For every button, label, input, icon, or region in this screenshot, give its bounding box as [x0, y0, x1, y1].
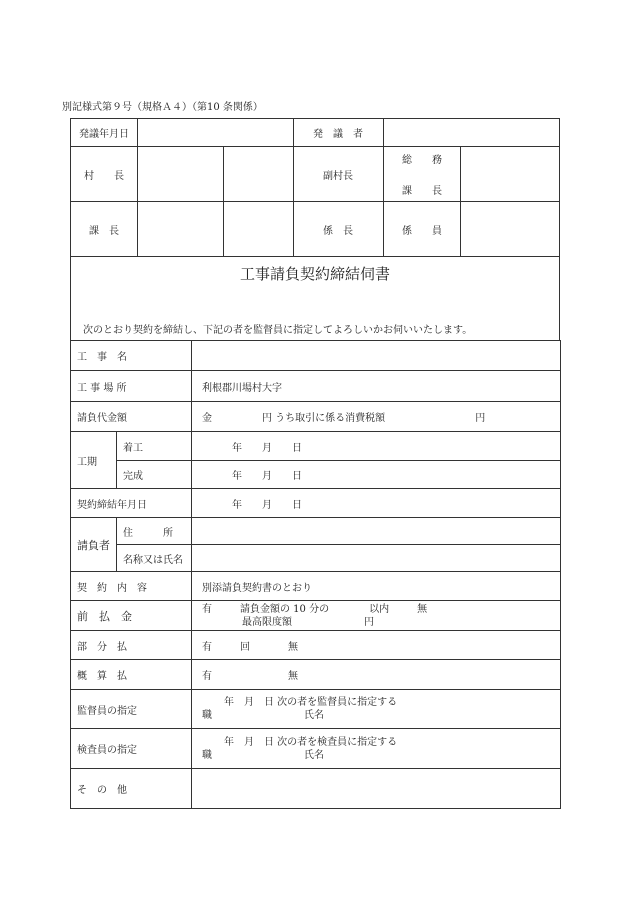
amount-suffix: 円 — [475, 413, 486, 424]
inspector-value[interactable] — [192, 729, 561, 769]
table-row — [71, 341, 561, 371]
name-value[interactable] — [192, 545, 561, 572]
work-name-value[interactable] — [192, 341, 561, 371]
work-place-label: 工 事 場 所 — [71, 371, 192, 402]
work-place-value[interactable]: 利根郡川場村大字 — [192, 371, 561, 402]
contract-date-value[interactable]: 年 月 日 — [192, 489, 561, 518]
contract-content-value[interactable]: 別添請負契約書のとおり — [192, 572, 561, 601]
start-date-value[interactable]: 年 月 日 — [192, 432, 561, 461]
advance-max-yen: 円 — [364, 616, 374, 628]
mayor-seal[interactable] — [138, 147, 223, 201]
other-value[interactable] — [192, 769, 561, 809]
estimate-yes: 有 — [202, 671, 212, 682]
approval-grid — [70, 118, 560, 256]
document-intro: 次のとおり契約を締結し、下記の者を監督員に指定してよろしいかお伺いいたします。 — [83, 325, 473, 336]
contract-content-label: 契 約 内 容 — [71, 572, 192, 601]
supervisor-label: 監督員の指定 — [71, 690, 192, 729]
table-row — [71, 631, 561, 660]
partial-value[interactable] — [192, 631, 561, 660]
table-row — [71, 690, 561, 729]
document-title: 工事請負契約締結伺書 — [239, 265, 390, 283]
advance-yes: 有 — [202, 603, 212, 615]
supervisor-value[interactable] — [192, 690, 561, 729]
amount-mid: 円 うち取引に係る消費税額 — [262, 413, 386, 424]
mayor-seal-2[interactable] — [223, 147, 293, 201]
general-affairs-label — [384, 147, 460, 201]
proposer-label: 発 議 者 — [313, 129, 363, 140]
subsection-chief-label: 係 長 — [323, 226, 353, 237]
partial-label: 部 分 払 — [71, 631, 192, 660]
advance-label: 前 払 金 — [71, 601, 192, 631]
contract-amount-value[interactable] — [192, 402, 561, 432]
advance-no: 無 — [417, 603, 428, 615]
supervisor-name: 氏名 — [304, 710, 324, 721]
table-row — [71, 601, 561, 631]
table-row — [71, 660, 561, 690]
amount-prefix: 金 — [202, 413, 212, 424]
other-label: そ の 他 — [71, 769, 192, 809]
vice-mayor-label: 副村長 — [323, 170, 353, 182]
form-sheet — [70, 118, 560, 809]
inspector-line1: 年 月 日 次の者を検査員に指定する — [224, 736, 398, 748]
estimate-label: 概 算 払 — [71, 660, 192, 690]
work-name-label: 工 事 名 — [71, 341, 192, 371]
estimate-no: 無 — [288, 671, 298, 682]
table-row — [71, 432, 561, 461]
proposal-date-label: 発議年月日 — [79, 129, 129, 140]
section-chief-label: 課 長 — [89, 226, 119, 237]
advance-value[interactable] — [192, 601, 561, 631]
partial-no: 無 — [288, 641, 298, 653]
period-label: 工期 — [71, 432, 117, 489]
mayor-label: 村 長 — [84, 170, 124, 182]
section-chief-seal[interactable] — [223, 202, 293, 257]
partial-yes: 有 — [202, 641, 212, 653]
table-row — [71, 371, 561, 402]
table-row — [71, 461, 561, 489]
proposer-value[interactable] — [384, 119, 559, 146]
general-affairs-seal[interactable] — [461, 147, 559, 201]
partial-times: 回 — [240, 641, 250, 653]
contract-amount-label: 請負代金額 — [71, 402, 192, 432]
complete-date-value[interactable]: 年 月 日 — [192, 461, 561, 489]
start-label: 着工 — [117, 432, 192, 461]
name-label: 名称又は氏名 — [117, 545, 192, 572]
inspector-label: 検査員の指定 — [71, 729, 192, 769]
table-row — [71, 489, 561, 518]
title-area — [70, 256, 560, 340]
form-caption: 別記様式第９号（規格Ａ４）（第10 条関係） — [62, 102, 263, 113]
table-row — [71, 545, 561, 572]
inspector-name: 氏名 — [304, 749, 324, 761]
table-row — [71, 402, 561, 432]
table-row — [71, 729, 561, 769]
general-affairs-line1: 総 務 — [402, 155, 442, 166]
advance-within: 以内 — [369, 603, 390, 615]
address-label: 住 所 — [117, 518, 192, 545]
complete-label: 完成 — [117, 461, 192, 489]
table-row — [71, 769, 561, 809]
staff-label: 係 員 — [402, 226, 442, 237]
advance-max: 最高限度額 — [242, 616, 292, 628]
contract-date-label: 契約締結年月日 — [71, 489, 192, 518]
general-affairs-line2: 課 長 — [402, 186, 442, 197]
staff-seal[interactable] — [461, 202, 559, 257]
detail-table — [70, 340, 561, 809]
table-row — [71, 518, 561, 545]
table-row — [71, 572, 561, 601]
contractor-label: 請負者 — [71, 518, 117, 572]
advance-ratio: 請負金額の 10 分の — [240, 603, 330, 615]
supervisor-post: 職 — [202, 710, 212, 721]
supervisor-line1: 年 月 日 次の者を監督員に指定する — [224, 697, 398, 708]
address-value[interactable] — [192, 518, 561, 545]
estimate-value[interactable] — [192, 660, 561, 690]
proposal-date-value[interactable] — [138, 119, 293, 146]
inspector-post: 職 — [202, 749, 212, 761]
